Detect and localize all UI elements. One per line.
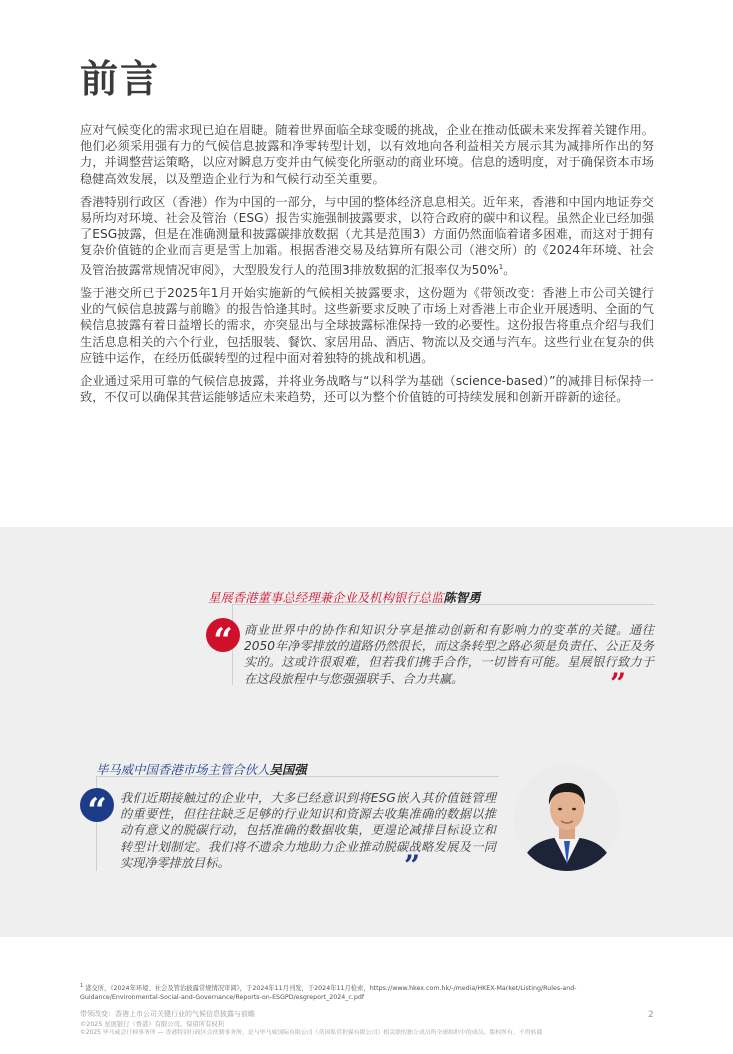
footnote-text: 港交所，《2024年环境、社会及管治披露常规情况审阅》，于2024年11月刊发，于2024年11月检索，https://www.hkex.com.hk/-/media/HKEX-Market/Listing/Rules-and-Guidance/Environmental-Social-and-Governance/Reports-on-ESGPD/esgreport_2024_c.pdf (80, 985, 577, 1002)
portrait-illustration (514, 765, 620, 871)
footer-report-title: 带领改变：香港上市公司关键行业的气候信息披露与前瞻 (80, 1010, 255, 1018)
paragraph-2-end: 。 (503, 262, 516, 277)
paragraph-1: 应对气候变化的需求现已迫在眉睫。随着世界面临全球变暖的挑战，企业在推动低碳未来发挥着关键作用。他们必须采用强有力的气候信息披露和净零转型计划，以有效地向各利益相关方展示其为减排所作出的努力，并调整营运策略，以应对瞬息万变并由气候变化所驱动的商业环境。信息的透明度，对于确保资本市场稳健高效发展，以及塑造企业行为和气候行动至关重要。 (80, 123, 654, 186)
open-quote-icon: “ (206, 618, 240, 652)
quote-2-role: 毕马威中国香港市场主管合伙人 (96, 762, 270, 777)
page-number: 2 (648, 1010, 654, 1020)
quote-2-text: 我们近期接触过的企业中，大多已经意识到将ESG嵌入其价值链管理的重要性，但往往缺乏足够的行业知识和资源去收集准确的数据以推动有意义的脱碳行动，包括准确的数据收集，更遑论减排目标设立和转型计划制定。我们将不遗余力地助力企业推动脱碳战略发展及一同实现净零排放目标。 (120, 791, 496, 870)
page-title: 前言 (80, 57, 161, 101)
paragraph-4: 企业通过采用可靠的气候信息披露，并将业务战略与“以科学为基础（science-based）”的减排目标保持一致，不仅可以确保其营运能够适应未来趋势，还可以为整个价值链的可持续发展和创新开辟新的途径。 (80, 373, 654, 405)
footnote-marker: 1 (80, 983, 84, 989)
paragraph-2-text: 香港特别行政区（香港）作为中国的一部分，与中国的整体经济息息相关。近年来，香港和中国内地证券交易所均对环境、社会及管治（ESG）报告实施强制披露要求，以符合政府的碳中和议程。虽然企业已经加强了ESG披露，但是在准确测量和披露碳排放数据（尤其是范围3）方面仍然面临着诸多困难，而这对于拥有复杂价值链的企业而言更是雪上加霜。根据香港交易及结算所有限公司（港交所）的《2024年环境、社会及管治披露常规情况审阅》，大型股发行人的范围3排放数据的汇报率仅为50% (80, 194, 654, 277)
footnote-marker-ref: 1 (498, 262, 504, 271)
close-quote-icon: ” (610, 667, 627, 700)
quote-2-name: 吴国强 (269, 762, 307, 777)
footer-copyright-kpmg: ©2025 毕马威会计师事务所 — 香港特别行政区合伙制事务所，是与毕马威国际有限公司（英国私营担保有限公司）相关联的独立成员所全球组织中的成员。版权所有，不得转载 (80, 1030, 543, 1036)
body-text (80, 122, 654, 412)
close-quote-icon: ” (404, 849, 421, 882)
footer-copyright-dbs: ©2025 星展银行（香港）有限公司。保留所有权利 (80, 1021, 224, 1028)
quote-1-role: 星展香港董事总经理兼企业及机构银行总监 (208, 590, 444, 605)
footnote (80, 982, 654, 1002)
quote-1-text: 商业世界中的协作和知识分享是推动创新和有影响力的变革的关键。通往2050年净零排放的道路仍然很长，而这条转型之路必须是负责任、公正及务实的。这或许很艰难，但若我们携手合作，一切皆有可能。星展银行致力于在这段旅程中与您强强联手、合力共赢。 (244, 623, 654, 686)
quote-1-name: 陈智勇 (443, 590, 481, 605)
open-quote-icon: “ (80, 788, 114, 822)
paragraph-3: 鉴于港交所已于2025年1月开始实施新的气候相关披露要求，这份题为《带领改变：香港上市公司关键行业的气候信息披露与前瞻》的报告恰逢其时。这些新要求反映了市场上对香港上市企业开展透明、全面的气候信息披露有着日益增长的需求，亦突显出与全球披露标准保持一致的必要性。这份报告将重点介绍与我们生活息息相关的六个行业，包括服装、餐饮、家居用品、酒店、物流以及交通与汽车。这些行业在复杂的供应链中运作，在经历低碳转型的过程中面对着独特的挑战和机遇。 (80, 285, 654, 365)
paragraph-2 (80, 194, 654, 278)
portrait-photo (514, 765, 620, 871)
